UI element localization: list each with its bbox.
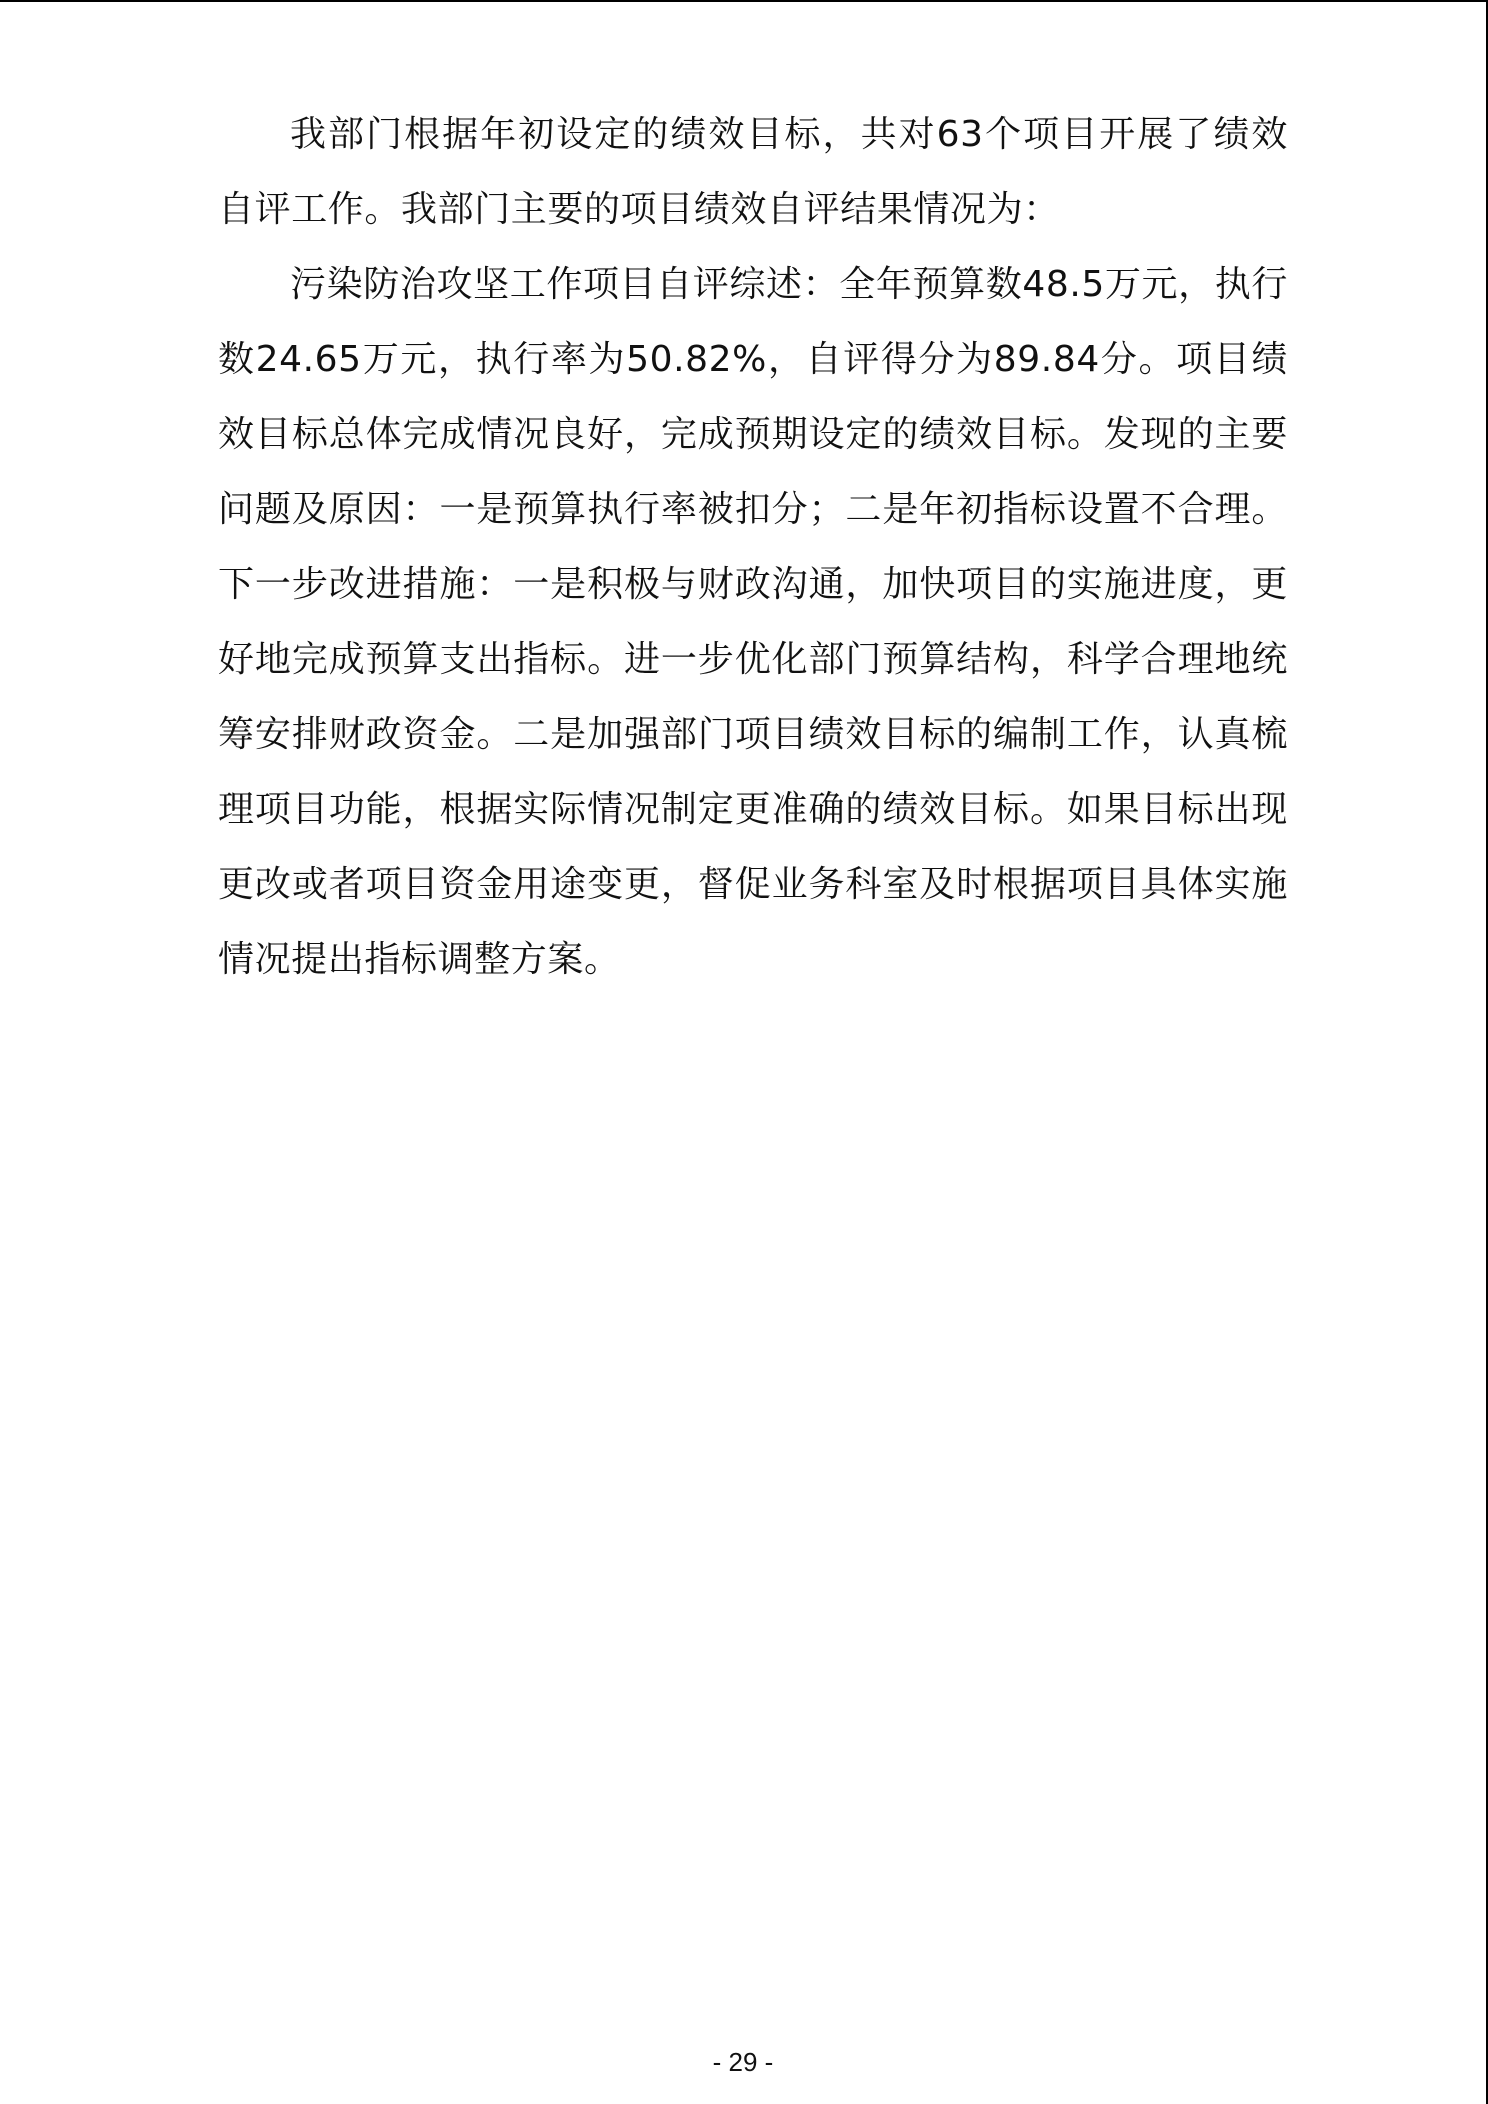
paragraph-performance-overview: 我部门根据年初设定的绩效目标，共对63个项目开展了绩效自评工作。我部门主要的项目绩效自评结果情况为： — [218, 114, 1288, 230]
body-text — [218, 97, 1288, 997]
page-number: - 29 - — [712, 2047, 774, 2077]
paragraph-pollution-project-summary: 污染防治攻坚工作项目自评综述：全年预算数48.5万元，执行数24.65万元，执行率为50.82%，自评得分为89.84分。项目绩效目标总体完成情况良好，完成预期设定的绩效目标。发现的主要问题及原因：一是预算执行率被扣分；二是年初指标设置不合理。下一步改进措施：一是积极与财政沟通，加快项目的实施进度，更好地完成预算支出指标。进一步优化部门预算结构，科学合理地统筹安排财政资金。二是加强部门项目绩效目标的编制工作，认真梳理项目功能，根据实际情况制定更准确的绩效目标。如果目标出现更改或者项目资金用途变更，督促业务科室及时根据项目具体实施情况提出指标调整方案。 — [218, 264, 1288, 980]
